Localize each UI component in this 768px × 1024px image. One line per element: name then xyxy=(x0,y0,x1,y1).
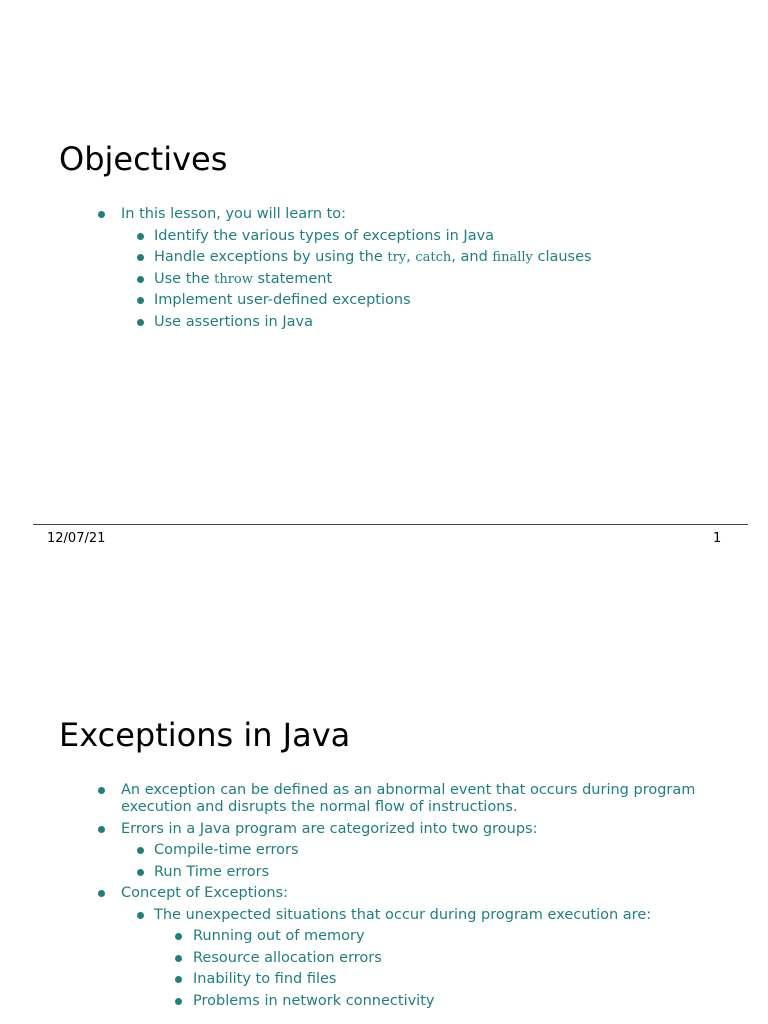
bullet-text: Errors in a Java program are categorized into two groups: xyxy=(121,820,538,837)
bullet-text: Use the xyxy=(154,270,215,287)
bullet-list xyxy=(0,782,721,1014)
bullet-text: statement xyxy=(252,270,333,287)
bullet-icon xyxy=(98,787,105,794)
bullet-text: Implement user-defined exceptions xyxy=(154,292,411,308)
page-number: 1 xyxy=(713,531,722,546)
bullet-text: Resource allocation errors xyxy=(193,949,382,966)
list-item xyxy=(0,292,592,309)
bullet-icon xyxy=(137,319,144,326)
bullet-text: In this lesson, you will learn to: xyxy=(121,206,347,222)
bullet-text: , and xyxy=(451,249,493,265)
bullet-text: The unexpected situations that occur during program execution are: xyxy=(154,906,652,923)
bullet-icon xyxy=(137,869,144,876)
bullet-icon xyxy=(175,955,182,962)
bullet-icon xyxy=(137,276,144,283)
bullet-list xyxy=(0,206,592,335)
bullet-text: An exception can be defined as an abnormal event that occurs during program execution and disrupts the normal flow of instructions. xyxy=(121,782,696,815)
bullet-text: Identify the various types of exceptions in Java xyxy=(154,227,495,244)
bullet-text: Compile-time errors xyxy=(154,842,299,858)
bullet-icon xyxy=(98,890,105,897)
slide-title: Exceptions in Java xyxy=(59,716,351,754)
list-item xyxy=(0,821,721,838)
bullet-icon xyxy=(175,998,182,1005)
list-item xyxy=(0,271,592,288)
list-item xyxy=(0,950,721,967)
bullet-icon xyxy=(175,976,182,983)
code-finally: finally xyxy=(492,250,533,265)
footer-date: 12/07/21 xyxy=(47,531,106,546)
list-item xyxy=(0,842,721,859)
list-item xyxy=(0,971,721,988)
bullet-text: Handle exceptions by using the xyxy=(154,249,388,265)
bullet-icon xyxy=(137,912,144,919)
list-item xyxy=(0,206,592,223)
slide-title: Objectives xyxy=(59,140,228,178)
bullet-icon xyxy=(98,826,105,833)
bullet-icon xyxy=(137,847,144,854)
bullet-icon xyxy=(137,254,144,261)
bullet-text: , xyxy=(406,249,416,265)
bullet-text: Problems in network connectivity xyxy=(193,992,435,1009)
list-item xyxy=(0,249,592,266)
list-item xyxy=(0,993,721,1010)
bullet-text: Run Time errors xyxy=(154,863,270,880)
list-item xyxy=(0,885,721,902)
code-throw: throw xyxy=(214,271,253,287)
bullet-icon xyxy=(137,233,144,240)
list-item xyxy=(0,928,721,945)
list-item xyxy=(0,864,721,881)
list-item xyxy=(0,314,592,331)
bullet-text: Inability to find files xyxy=(193,971,337,987)
bullet-text: Running out of memory xyxy=(193,928,365,944)
bullet-text: Concept of Exceptions: xyxy=(121,885,288,901)
page-divider xyxy=(33,524,748,525)
code-catch: catch xyxy=(415,250,452,265)
list-item xyxy=(0,782,721,816)
bullet-icon xyxy=(175,933,182,940)
bullet-icon xyxy=(98,211,105,218)
list-item xyxy=(0,907,721,924)
bullet-text: clauses xyxy=(532,249,592,265)
bullet-icon xyxy=(137,297,144,304)
code-try: try xyxy=(387,250,407,265)
list-item xyxy=(0,228,592,245)
bullet-text: Use assertions in Java xyxy=(154,313,313,330)
